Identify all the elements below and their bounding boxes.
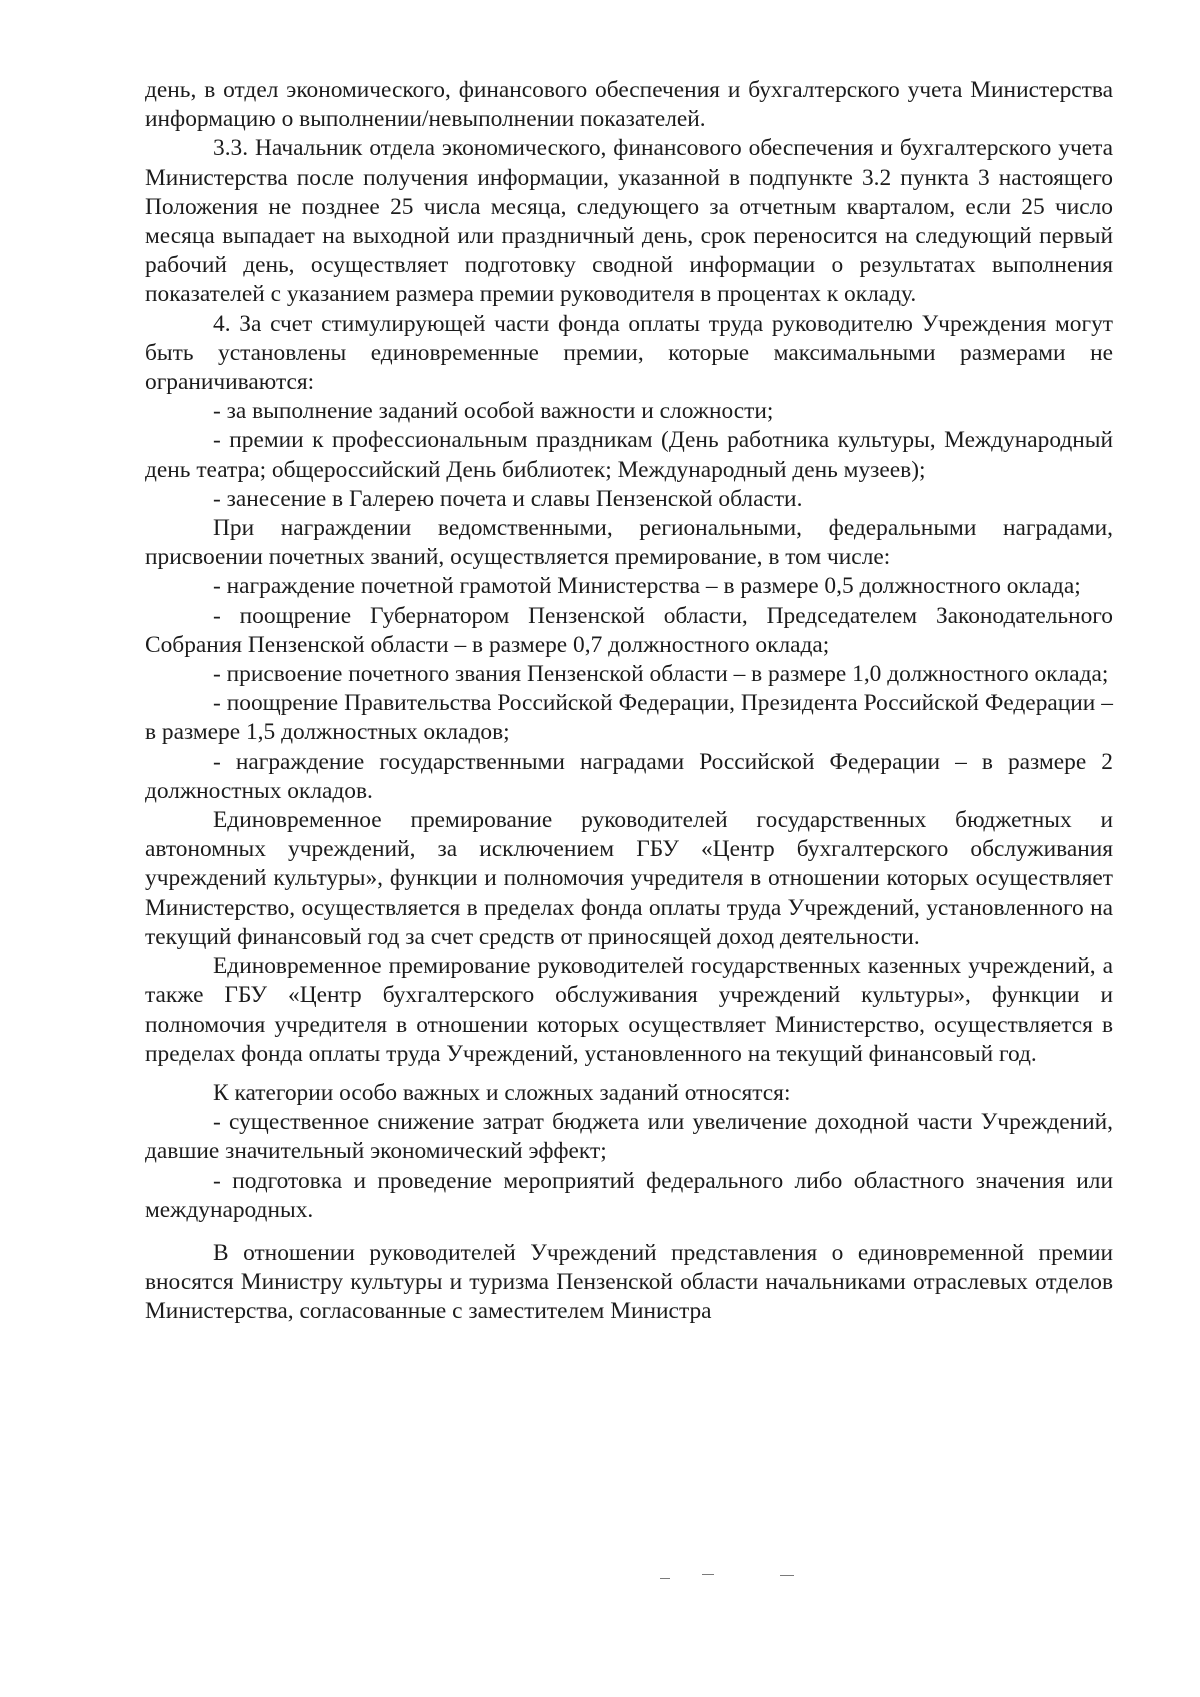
list-item-state-awards: - награждение государственными наградами Российской Федерации – в размере 2 должностных окладов.	[145, 748, 1113, 804]
list-item-special-tasks: - за выполнение заданий особой важности и сложности;	[213, 398, 774, 425]
paragraph-submissions: В отношении руководителей Учреждений представления о единовременной премии вносятся Министру культуры и туризма Пензенской области начальниками отраслевых отделов Министерства, согласованные с заместителем Министра	[145, 1239, 1113, 1325]
paragraph-budget-institutions: Единовременное премирование руководителей государственных бюджетных и автономных учреждений, за исключением ГБУ «Центр бухгалтерского обслуживания учреждений культуры», функции и полномочия учредителя в отношении которых осуществляет Министерство, осуществляется в пределах фонда оплаты труда Учреждений, установленного на текущий финансовый год за счет средств от приносящей доход деятельности.	[145, 807, 1113, 950]
paragraph-1: день, в отдел экономического, финансового обеспечения и бухгалтерского учета Министерства информацию о выполнении/невыполнении показателей.	[145, 77, 1113, 133]
list-item-honorary-title: - присвоение почетного звания Пензенской области – в размере 1,0 должностного оклада;	[213, 661, 1109, 688]
list-item-ministry-certificate: - награждение почетной грамотой Министерства – в размере 0,5 должностного оклада;	[213, 573, 1081, 600]
list-item-cost-reduction: - существенное снижение затрат бюджета или увеличение доходной части Учреждений, давшие значительный экономический эффект;	[145, 1109, 1113, 1165]
paragraph-3-3: 3.3. Начальник отдела экономического, финансового обеспечения и бухгалтерского учета Министерства после получения информации, указанной в подпункте 3.2 пункта 3 настоящего Положения не позднее 25 числа месяца, следующего за отчетным кварталом, если 25 число месяца выпадает на выходной или праздничный день, срок переносится на следующий первый рабочий день, осуществляет подготовку сводной информации о результатах выполнения показателей с указанием размера премии руководителя в процентах к окладу.	[145, 135, 1113, 308]
list-item-holidays: - премии к профессиональным праздникам (День работника культуры, Международный день театра; общероссийский День библиотек; Международный день музеев);	[145, 427, 1113, 483]
list-item-events: - подготовка и проведение мероприятий федерального либо областного значения или международных.	[145, 1167, 1113, 1223]
paragraph-4: 4. За счет стимулирующей части фонда оплаты труда руководителю Учреждения могут быть установлены единовременные премии, которые максимальными размерами не ограничиваются:	[145, 310, 1113, 396]
document-page	[145, 76, 1113, 1327]
paragraph-task-categories: К категории особо важных и сложных заданий относятся:	[213, 1079, 791, 1106]
paragraph-awards: При награждении ведомственными, региональными, федеральными наградами, присвоении почетных званий, осуществляется премирование, в том числе:	[145, 515, 1113, 571]
scan-artifacts	[660, 1572, 820, 1586]
list-item-gallery: - занесение в Галерею почета и славы Пензенской области.	[213, 485, 803, 512]
paragraph-treasury-institutions: Единовременное премирование руководителей государственных казенных учреждений, а также ГБУ «Центр бухгалтерского обслуживания учреждений культуры», функции и полномочия учредителя в отношении которых осуществляет Министерство, осуществляется в пределах фонда оплаты труда Учреждений, установленного на текущий финансовый год.	[145, 953, 1113, 1067]
list-item-governor: - поощрение Губернатором Пензенской области, Председателем Законодательного Собрания Пензенской области – в размере 0,7 должностного оклада;	[145, 602, 1113, 658]
list-item-government: - поощрение Правительства Российской Федерации, Президента Российской Федерации – в размере 1,5 должностных окладов;	[145, 690, 1113, 746]
